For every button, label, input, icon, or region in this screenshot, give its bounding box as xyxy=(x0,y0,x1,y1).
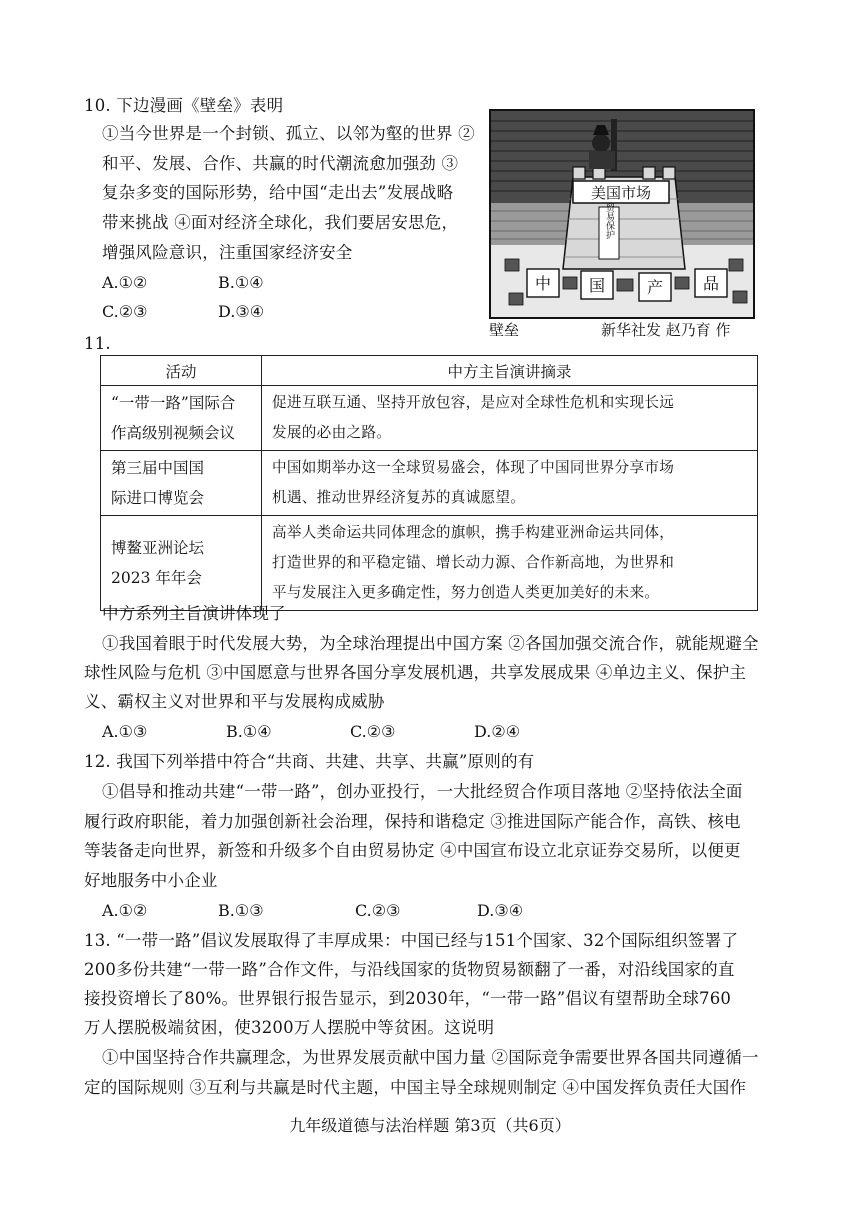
q11-option-a: A.①③ xyxy=(102,722,148,741)
q12-option-a: A.①② xyxy=(102,901,148,920)
speech-line: 平与发展注入更多确定性，努力创造人类更加美好的未来。 xyxy=(272,584,660,601)
q12-option-d: D.③④ xyxy=(477,901,524,920)
speech-line: 高举人类命运共同体理念的旗帜，携手构建亚洲命运共同体， xyxy=(272,524,675,541)
table-row xyxy=(101,386,758,451)
table-row xyxy=(101,516,758,611)
q11-line: 球性风险与危机 ③中国愿意与世界各国分享发展机遇，共享发展成果 ④单边主义、保护主 xyxy=(84,663,747,682)
q10-option-d: D.③④ xyxy=(218,302,265,321)
page-footer: 九年级道德与法治样题 第3页（共6页） xyxy=(289,1116,571,1135)
cartoon-credit: 新华社发 赵乃育 作 xyxy=(601,321,731,339)
q11-stem: 中方系列主旨演讲体现了 xyxy=(102,604,286,623)
table-header: 中方主旨演讲摘录 xyxy=(262,356,758,386)
q12-line: 好地服务中小企业 xyxy=(84,871,218,890)
speech-cell xyxy=(262,386,758,451)
q13-choice-line: 定的国际规则 ③互利与共赢是时代主题，中国主导全球规则制定 ④中国发挥负责任大国作 xyxy=(84,1078,747,1097)
cartoon-wall-text: 贸易保护 xyxy=(604,203,614,239)
q12-line: ①倡导和推动共建“一带一路”，创办亚投行，一大批经贸合作项目落地 ②坚持依法全面 xyxy=(102,782,743,801)
q12-line: 等装备走向世界，新签和升级多个自由贸易协定 ④中国宣布设立北京证券交易所，以便更 xyxy=(84,841,741,860)
q11-option-b: B.①④ xyxy=(226,722,272,741)
q13-line: 200多份共建“一带一路”合作文件，与沿线国家的货物贸易额翻了一番，对沿线国家的直 xyxy=(84,960,735,979)
q12-stem: 12. 我国下列举措中符合“共商、共建、共享、共赢”原则的有 xyxy=(84,752,535,771)
cartoon-illustration xyxy=(489,109,755,319)
activity-line: 第三届中国国 xyxy=(111,459,205,477)
crate-label: 中 xyxy=(534,274,552,293)
q13-line: 13. “一带一路”倡议发展取得了丰厚成果：中国已经与151个国家、32个国际组织签署了 xyxy=(84,931,739,950)
q11-line: 义、霸权主义对世界和平与发展构成威胁 xyxy=(84,692,385,711)
speech-line: 中国如期举办这一全球贸易盛会，体现了中国同世界分享市场 xyxy=(272,459,675,476)
speech-line: 促进互联互通、坚持开放包容，是应对全球性危机和实现长远 xyxy=(272,394,675,411)
crate-label: 品 xyxy=(702,274,720,293)
q13-choice-line: ①中国坚持合作共赢理念，为世界发展贡献中国力量 ②国际竞争需要世界各国共同遵循一 xyxy=(102,1048,759,1067)
q10-line: 带来挑战 ④面对经济全球化，我们要居安思危， xyxy=(102,213,459,232)
table-header: 活动 xyxy=(101,356,262,386)
crate-label: 产 xyxy=(646,278,664,297)
crate-label: 国 xyxy=(588,276,606,295)
q11-option-c: C.②③ xyxy=(350,722,396,741)
q13-line: 接投资增长了80%。世界银行报告显示，到2030年，“一带一路”倡议有望帮助全球760 xyxy=(84,989,732,1008)
q11-table xyxy=(100,355,758,611)
cartoon-sign-text: 美国市场 xyxy=(590,184,652,202)
speech-cell xyxy=(262,451,758,516)
q12-option-c: C.②③ xyxy=(355,901,401,920)
table-row xyxy=(101,451,758,516)
q10-line: ①当今世界是一个封锁、孤立、以邻为壑的世界 ② xyxy=(102,124,475,143)
activity-line: 作高级别视频会议 xyxy=(111,424,236,442)
q10-option-a: A.①② xyxy=(102,273,148,292)
cartoon-barrier xyxy=(489,109,755,341)
activity-cell xyxy=(101,451,262,516)
speech-line: 打造世界的和平稳定锚、增长动力源、合作新高地，为世界和 xyxy=(272,554,675,571)
q11-option-d: D.②④ xyxy=(474,722,521,741)
q10-line: 复杂多变的国际形势，给中国“走出去”发展战略 xyxy=(102,183,454,202)
speech-line: 发展的必由之路。 xyxy=(272,424,392,441)
cartoon-title: 壁垒 xyxy=(489,321,520,339)
q10-stem: 10. 下边漫画《壁垒》表明 xyxy=(84,96,284,115)
activity-line: 2023 年年会 xyxy=(111,569,202,587)
table-header-row xyxy=(101,356,758,386)
activity-line: 际进口博览会 xyxy=(111,489,205,507)
q10-option-b: B.①④ xyxy=(218,273,264,292)
q12-line: 履行政府职能，着力加强创新社会治理，保持和谐稳定 ③推进国际产能合作，高铁、核电 xyxy=(84,812,741,831)
q11-line: ①我国着眼于时代发展大势，为全球治理提出中国方案 ②各国加强交流合作，就能规避全 xyxy=(102,634,759,653)
activity-cell xyxy=(101,386,262,451)
q11-number: 11. xyxy=(84,334,111,353)
activity-line: “一带一路”国际合 xyxy=(111,394,236,412)
q12-option-b: B.①③ xyxy=(218,901,264,920)
q13-line: 万人摆脱极端贫困，使3200万人摆脱中等贫困。这说明 xyxy=(84,1018,495,1037)
activity-line: 博鳌亚洲论坛 xyxy=(111,539,205,557)
q10-option-c: C.②③ xyxy=(102,302,148,321)
speech-line: 机遇、推动世界经济复苏的真诚愿望。 xyxy=(272,489,526,506)
activity-cell xyxy=(101,516,262,611)
speech-cell xyxy=(262,516,758,611)
q10-line: 增强风险意识，注重国家经济安全 xyxy=(102,243,353,262)
q10-line: 和平、发展、合作、共赢的时代潮流愈加强劲 ③ xyxy=(102,154,459,173)
